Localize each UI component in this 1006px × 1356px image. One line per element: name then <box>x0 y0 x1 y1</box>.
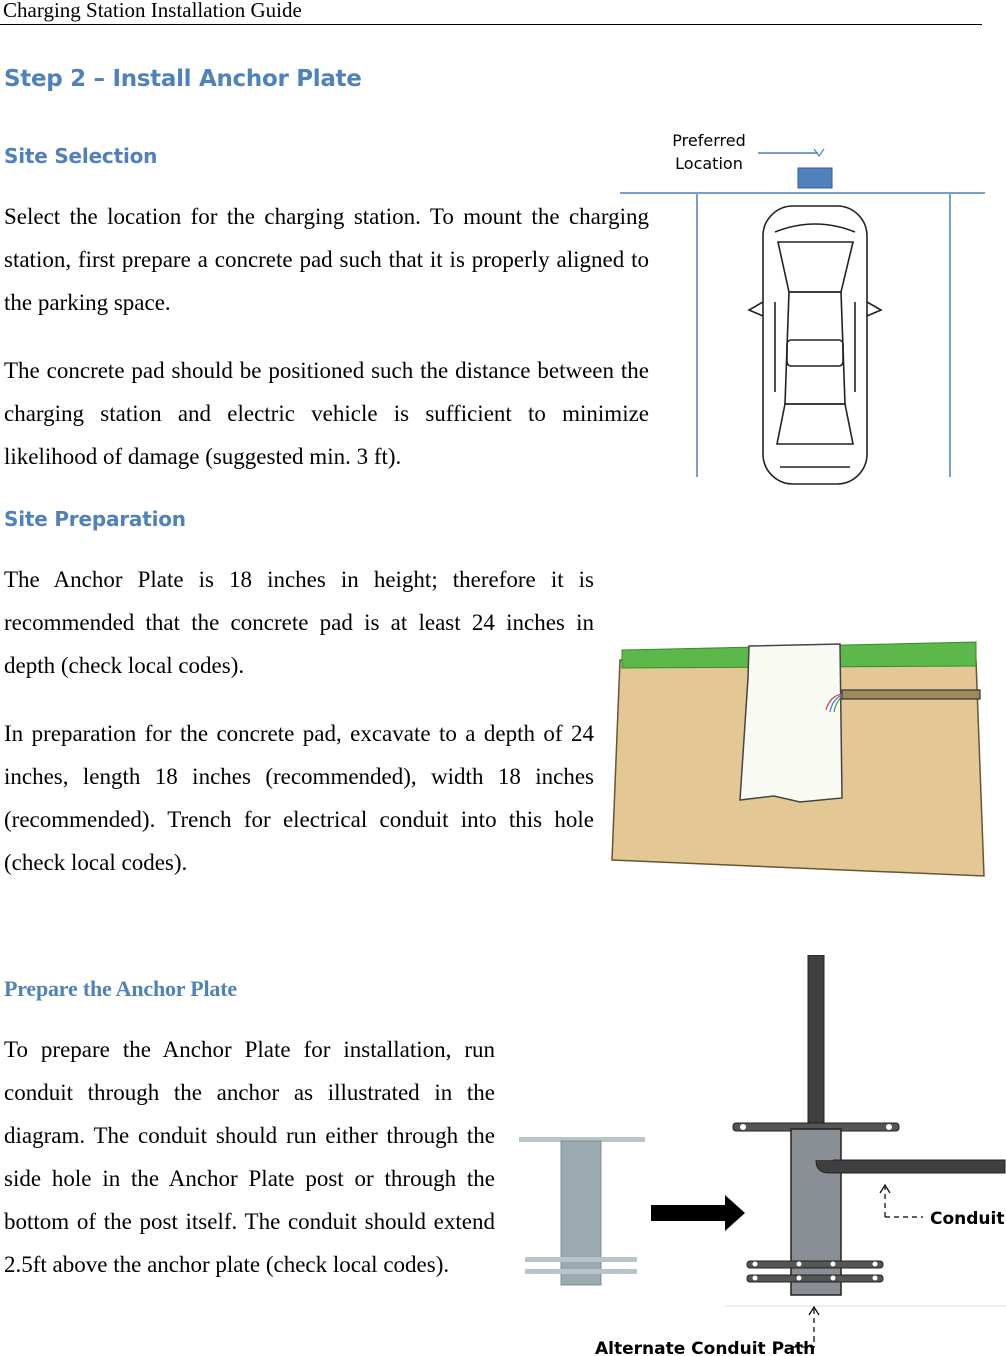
preferred-location-label-1: Preferred <box>672 131 746 150</box>
anchor-plate-before <box>519 1137 645 1285</box>
site-preparation-heading: Site Preparation <box>4 507 186 531</box>
site-selection-heading: Site Selection <box>4 144 158 168</box>
excavation-figure <box>604 638 986 880</box>
site-selection-paragraph-1: Select the location for the charging station. To mount the charging station, first prepare a concrete pad such that it is properly aligned to the parking space. <box>4 204 649 315</box>
site-preparation-paragraph-2: In preparation for the concrete pad, excavate to a depth of 24 inches, length 18 inches (recommended), width 18 inches (recommended). Trench for electrical conduit into this hole (check local codes). <box>4 721 594 875</box>
side-conduit <box>816 1160 1005 1173</box>
site-preparation-paragraph-1: The Anchor Plate is 18 inches in height; therefore it is recommended that the concrete pad is at least 24 inches in depth (check local codes). <box>4 567 594 678</box>
anchor-post <box>791 1129 841 1295</box>
conduit-label: Conduit <box>930 1209 1005 1229</box>
parking-space-figure <box>615 122 990 492</box>
header-divider <box>0 24 982 25</box>
site-selection-paragraph-2: The concrete pad should be positioned such the distance between the charging station and electric vehicle is sufficient to minimize likelihood of damage (suggested min. 3 ft). <box>4 358 649 469</box>
electrical-conduit-trench <box>842 690 980 699</box>
prepare-anchor-paragraph: To prepare the Anchor Plate for installation, run conduit through the anchor as illustrated in the diagram. The conduit should run either through the side hole in the Anchor Plate post or through the bottom of the post itself. The conduit should extend 2.5ft above the anchor plate (check local codes). <box>4 1037 495 1277</box>
excavated-hole <box>740 644 842 802</box>
running-header: Charging Station Installation Guide <box>3 0 302 22</box>
step-title: Step 2 – Install Anchor Plate <box>4 66 362 92</box>
preferred-location-label-2: Location <box>675 154 743 173</box>
anchor-plate-after <box>725 955 1006 1306</box>
car-top-view <box>749 206 881 484</box>
alternate-conduit-path-label: Alternate Conduit Path <box>595 1339 816 1355</box>
transform-arrow <box>651 1195 745 1231</box>
preferred-location-marker <box>798 168 832 188</box>
anchor-plate-figure <box>515 955 1006 1355</box>
prepare-anchor-heading: Prepare the Anchor Plate <box>4 976 237 1001</box>
